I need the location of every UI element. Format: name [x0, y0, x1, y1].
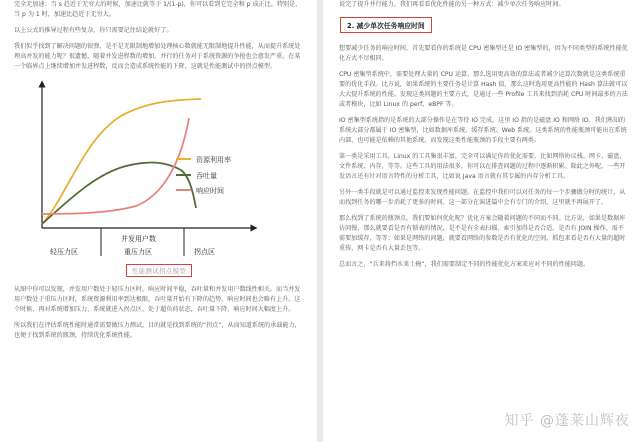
- zone-label: 轻压力区: [50, 248, 78, 256]
- right-page: [323, 0, 640, 442]
- x-axis-title: 并发用户数: [121, 235, 156, 243]
- paragraph: 总而言之，“兵来将挡水来土掩”，我们需要制定不同的性能优化方案来应对不同的性能问题。: [339, 261, 590, 268]
- left-page: [0, 0, 317, 442]
- series-line-response-time: [42, 118, 189, 214]
- paragraph: 想要减少任务的响应时间，首先要看你的系统是 CPU 密集型还是 IO 密集型的，因为不同类型的系统性能优化方式不尽相同。: [339, 45, 628, 62]
- legend-label: 资源利用率: [196, 156, 231, 164]
- paragraph: 我们似乎找到了解决问题的银弹，是不是无限制地增加处理核心数就能无限制地提升性能，从而提升系统处理高并发的能力呢？很遗憾，随着并发进程数的增加，并行的任务对于系统资源的争抢也会愈发严重。在某一个临界点上继续增加并发进程数，反而会造成系统性能的下降，这就是性能测试中的拐点模型。: [14, 43, 301, 70]
- watermark: 知乎 @蓬莱山辉夜: [504, 413, 630, 429]
- paragraph: 从图中你可以发现，并发用户数处于轻压力区时，响应时间平稳，吞吐量和并发用户数线性相关。而当并发用户数处于重压力区时，系统资源利用率到达极限，吞吐量开始有下降的趋势，响应时间也会略有上升。这个时候，再对系统增加压力，系统就进入拐点区，处于超负荷状态，吞吐量下降，响应时间大幅度上升。: [14, 286, 301, 313]
- chart-svg: [26, 78, 261, 260]
- paragraph: 说完了提升并行能力，我们再看看优化性能的另一种方式：减少单次任务响应时间。: [339, 1, 565, 8]
- paragraph: 另外一类手段就是可以通过监控来发现性能问题。在监控中我们可以对任务的每一个步骤做分时的统计，从而找到任务的哪一步消耗了更多的时间。这一部分在演进篇中会有专门的介绍，这里就不再展开了。: [339, 189, 626, 206]
- paragraph: CPU 密集型系统中，需要处理大量的 CPU 运算，那么选用更高效的算法或者减少运算次数就是这类系统重要的优化手段。比方说，如果系统的主要任务是计算 Hash 值，那么这时选用更高性能的 Hash 算法就可以大大提升系统的性能。发现这类问题的主要方式，是通过一些 Profile 工具来找到消耗 CPU 时间最多的方法或者模块，比如 Linux 的 perf、eBPF 等。: [339, 71, 628, 108]
- performance-knee-chart: [26, 78, 261, 260]
- paragraph: IO 密集型系统指的是系统的大部分操作是在等待 IO 完成，这里 IO 指的是磁盘 IO 和网络 IO。我们熟知的系统大部分都属于 IO 密集型，比如数据库系统、缓存系统、Web 系统。这类系统的性能瓶颈可能出在系统内部，也可能是依赖的其他系统，而发现这类性能瓶颈的手段主要有两类。: [339, 117, 627, 144]
- zone-label: 拐点区: [194, 248, 215, 256]
- paragraph: 那么找到了系统的瓶颈点，我们要如何优化呢？优化方案会随着问题的不同而不同。比方说，如果是数据库访问慢，那么就要看是否有锁表的情况、是不是有全表扫描、索引加得是否合适、是否有 JOIN 操作、需不需要加缓存，等等；如果是网络的问题，就要看网络的参数是否有优化的空间，抓包来看是否有大量的超时重传，网卡是否有大量丢包等。: [339, 215, 626, 252]
- series-line-throughput: [42, 163, 196, 224]
- paragraph: 所以我们在评估系统性能时通常需要做压力测试，目的就是找到系统的“拐点”，从而知道系统的承载能力，也便于找到系统的瓶颈，持续优化系统性能。: [14, 322, 301, 339]
- caption-text: 性能测试拐点模型: [126, 264, 192, 277]
- legend-label: 吞吐量: [196, 172, 217, 180]
- legend-label: 响应时间: [196, 187, 224, 195]
- paragraph: 以上公式的推导过程有些复杂，你只需要记住结论就好了。: [14, 27, 173, 34]
- paragraph: 第一类是采用工具，Linux 的工具集很丰富，完全可以满足你的优化需要，比如网络协议栈、网卡、磁盘、文件系统、内存，等等。这些工具的用法很多，你可以在排查问题的过程中逐渐积累。除此之外呢，一些开发语言还有针对语言特性的分析工具，比如说 Java 语言就有其专属的内存分析工具。: [339, 153, 626, 180]
- paragraph: 完全无加速；当 s 趋近于无穷大的时候，加速比就等于 1/(1-p)，你可以看到它完全和 p 成正比。特别是，当 p 为 1 时，加速比趋近于无穷大。: [14, 1, 302, 18]
- figure-caption: [14, 264, 304, 277]
- section-heading: 2. 减少单次任务响应时间: [340, 17, 432, 33]
- zone-label: 重压力区: [124, 248, 152, 256]
